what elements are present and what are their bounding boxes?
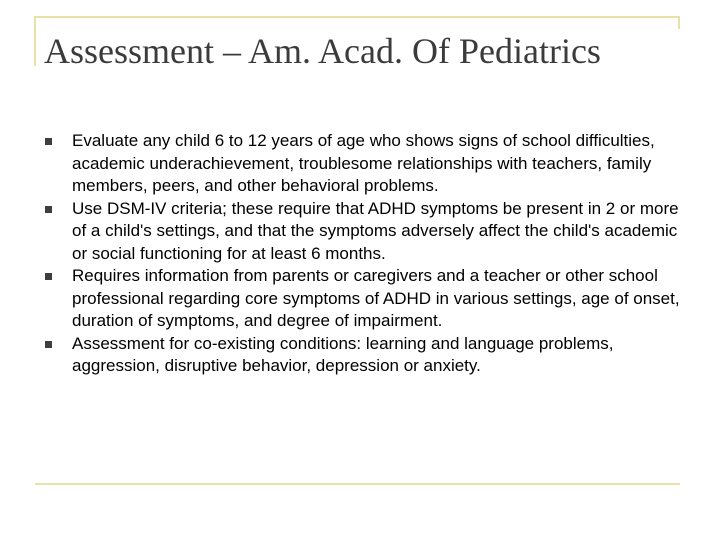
square-bullet-icon — [45, 138, 52, 145]
square-bullet-icon — [45, 273, 52, 280]
bullet-item — [44, 333, 684, 378]
bullet-text: Evaluate any child 6 to 12 years of age who shows signs of school difficulties, academic underachievement, troublesome relationships with teachers, family members, peers, and other behavioral problems. — [72, 131, 655, 195]
bullet-item — [44, 198, 684, 266]
bottom-rule-divider — [35, 483, 680, 485]
bullet-item — [44, 130, 684, 198]
square-bullet-icon — [45, 341, 52, 348]
square-bullet-icon — [45, 206, 52, 213]
bullet-text: Assessment for co-existing conditions: learning and language problems, aggression, disruptive behavior, depression or anxiety. — [72, 333, 614, 375]
bullet-item — [44, 265, 684, 333]
bullet-text: Use DSM-IV criteria; these require that ADHD symptoms be present in 2 or more of a child's settings, and that the symptoms adversely affect the child's academic or social functioning for at least 6 months. — [72, 198, 679, 263]
bullet-list — [44, 130, 684, 378]
bullet-text: Requires information from parents or caregivers and a teacher or other school professional regarding core symptoms of ADHD in various settings, age of onset, duration of symptoms, and degree of impairment. — [72, 266, 680, 330]
left-rule-divider — [34, 16, 36, 66]
slide-title: Assessment – Am. Acad. Of Pediatrics — [44, 29, 688, 73]
top-rule-divider — [35, 16, 680, 18]
